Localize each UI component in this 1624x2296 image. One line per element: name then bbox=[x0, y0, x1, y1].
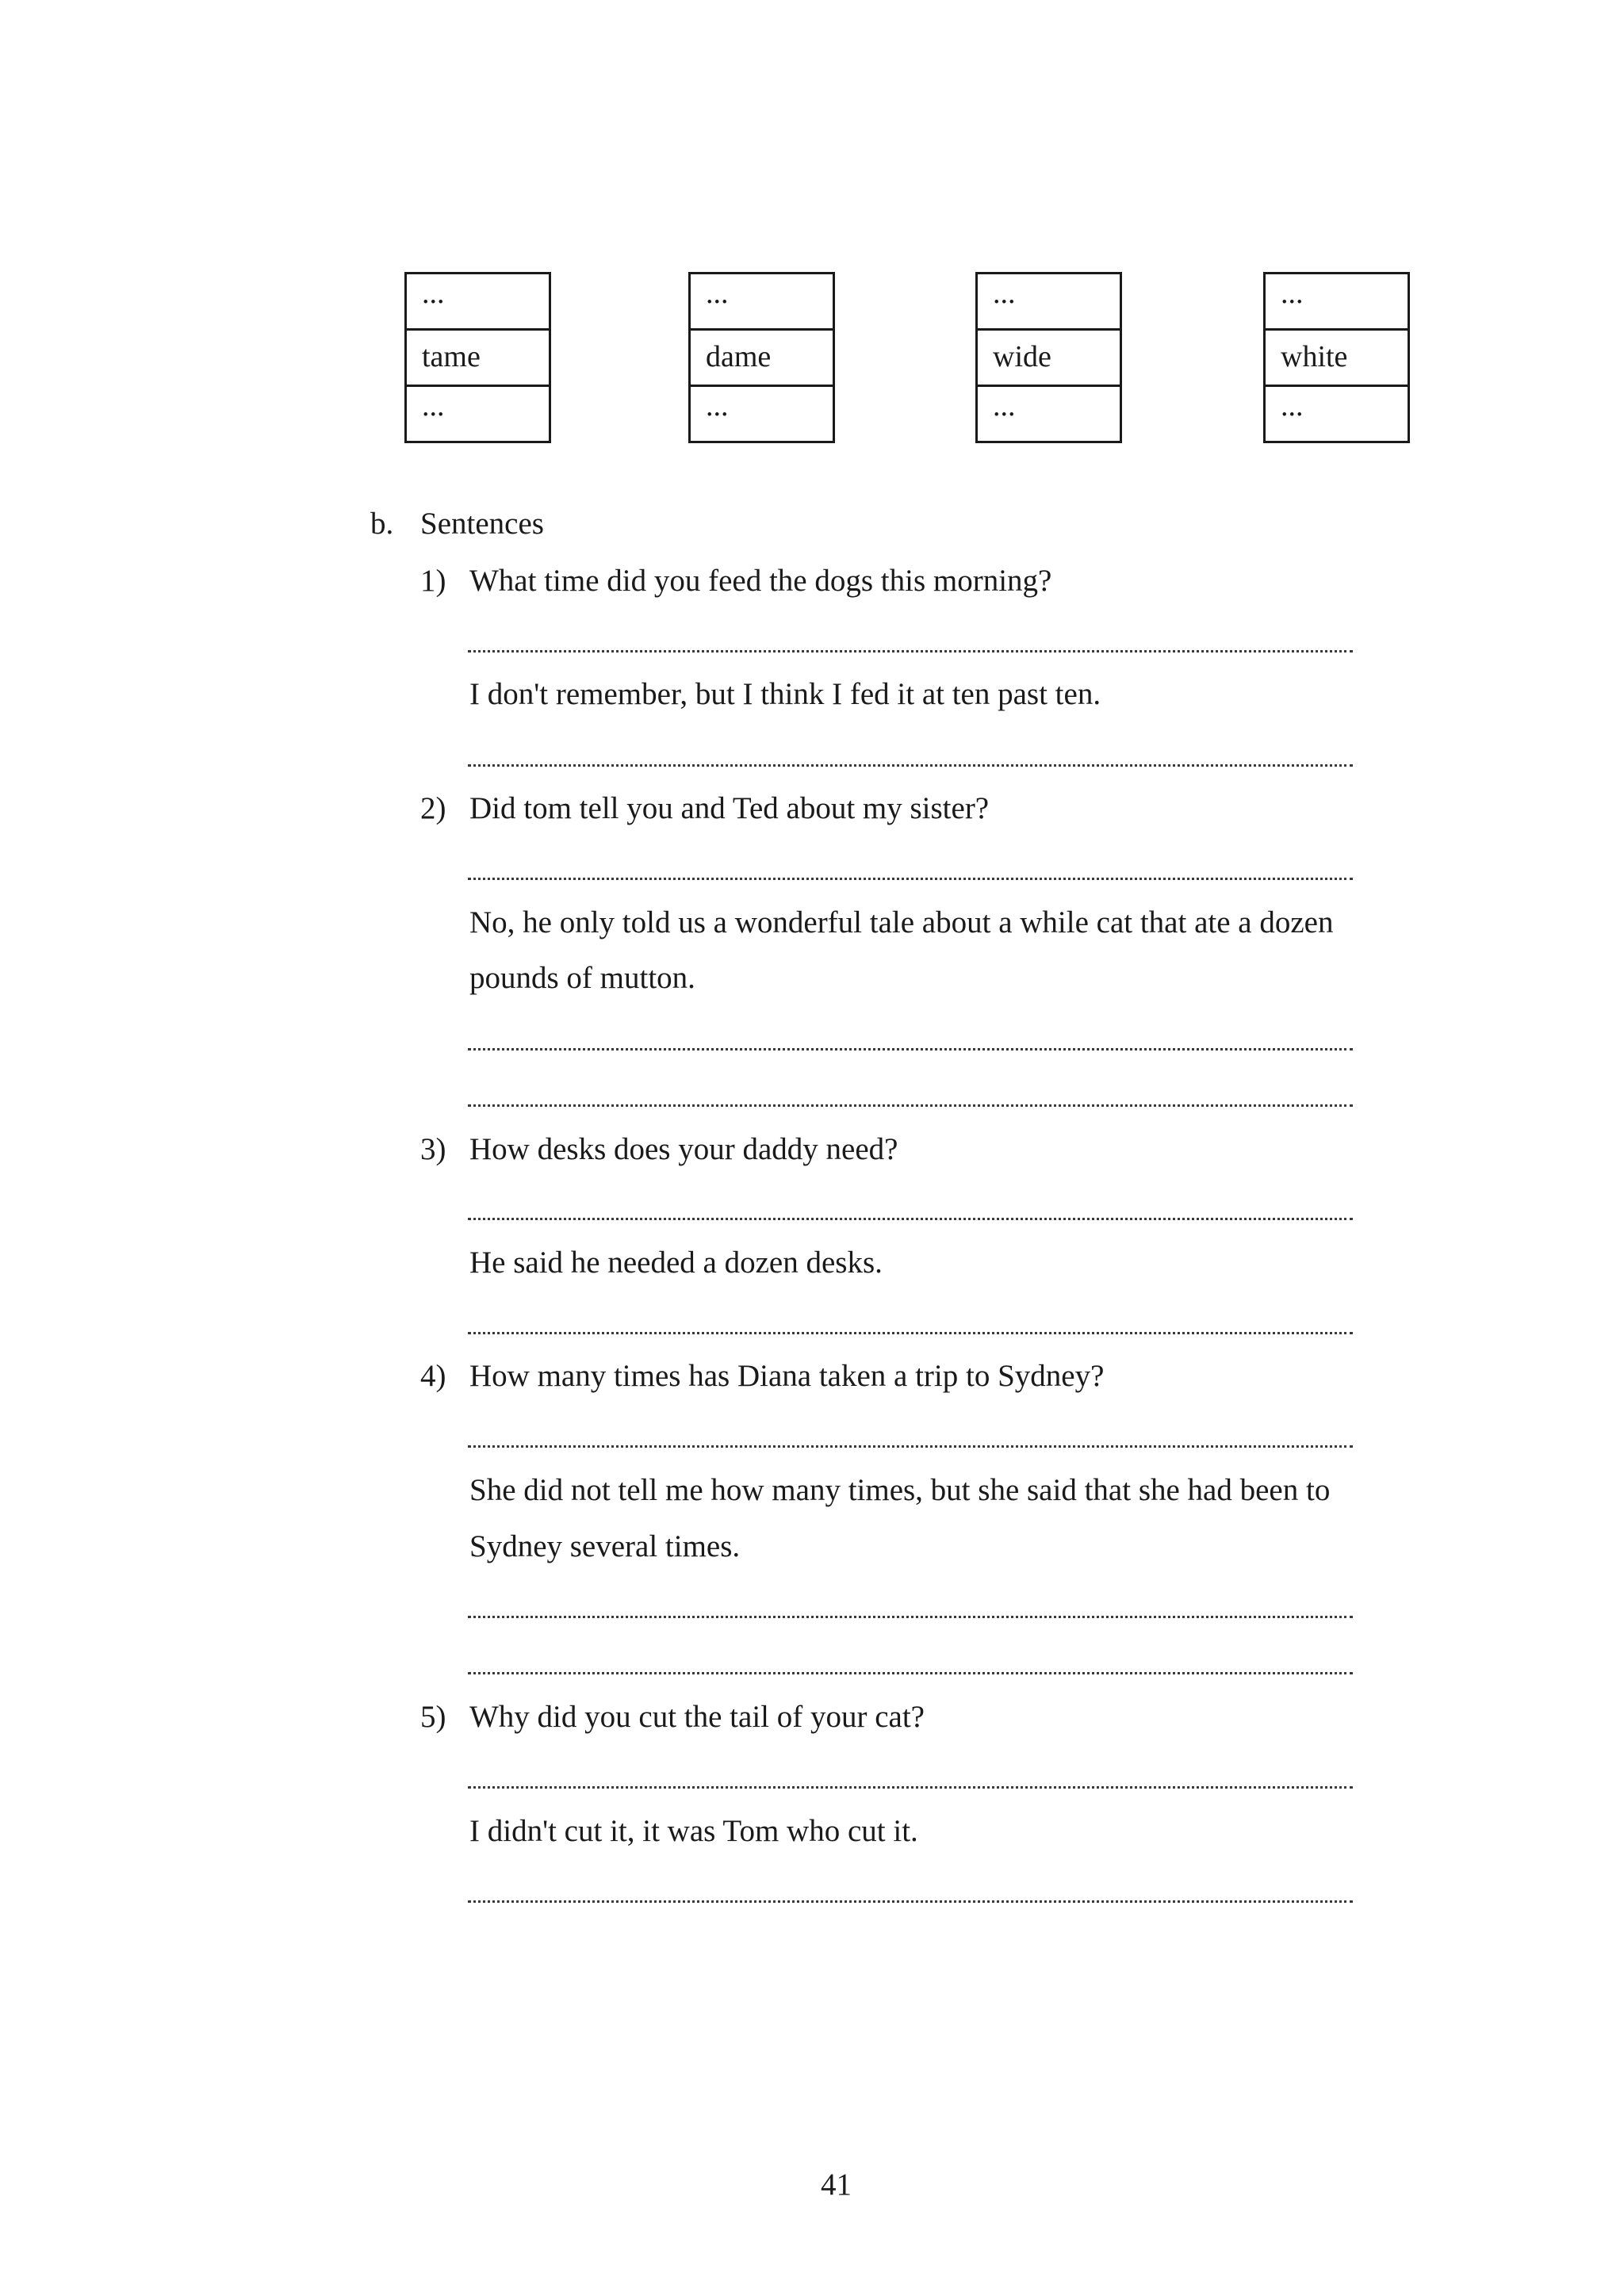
item-number: 5) bbox=[420, 1700, 446, 1734]
item-answer-line: I didn't cut it, it was Tom who cut it. bbox=[469, 1814, 918, 1848]
word-box-middle-cell: dame bbox=[691, 331, 833, 387]
item-number: 1) bbox=[420, 564, 446, 598]
word-box-top-cell: ... bbox=[978, 274, 1120, 331]
item-question: Did tom tell you and Ted about my sister? bbox=[469, 791, 990, 825]
word-box-bottom-cell: ... bbox=[1281, 389, 1304, 423]
section-marker: b. bbox=[370, 507, 394, 541]
word-box-dame bbox=[688, 272, 835, 443]
answer-blank-line[interactable] bbox=[468, 1616, 1353, 1618]
word-box-middle-cell: white bbox=[1266, 331, 1408, 387]
word-box-bottom-cell: ... bbox=[993, 389, 1016, 423]
word-box-top-cell: ... bbox=[1266, 274, 1408, 331]
item-answer-line: pounds of mutton. bbox=[469, 961, 695, 995]
item-question: How many times has Diana taken a trip to Sydney? bbox=[469, 1359, 1105, 1393]
word-box-bottom-cell: ... bbox=[422, 389, 445, 423]
answer-blank-line[interactable] bbox=[468, 1786, 1353, 1789]
word-box-middle-cell: wide bbox=[978, 331, 1120, 387]
answer-blank-line[interactable] bbox=[468, 764, 1353, 767]
word-box-tame bbox=[404, 272, 551, 443]
item-answer-line: No, he only told us a wonderful tale about a while cat that ate a dozen bbox=[469, 905, 1334, 939]
word-box-wide bbox=[975, 272, 1122, 443]
word-box-bottom-cell: ... bbox=[706, 389, 729, 423]
answer-blank-line[interactable] bbox=[468, 1900, 1353, 1903]
answer-blank-line[interactable] bbox=[468, 1104, 1353, 1107]
item-answer-line: She did not tell me how many times, but she said that she had been to bbox=[469, 1473, 1331, 1507]
item-number: 2) bbox=[420, 791, 446, 825]
answer-blank-line[interactable] bbox=[468, 878, 1353, 880]
item-answer-line: I don't remember, but I think I fed it at ten past ten. bbox=[469, 677, 1101, 711]
item-question: Why did you cut the tail of your cat? bbox=[469, 1700, 925, 1734]
answer-blank-line[interactable] bbox=[468, 1218, 1353, 1220]
answer-blank-line[interactable] bbox=[468, 1332, 1353, 1334]
answer-blank-line[interactable] bbox=[468, 1445, 1353, 1448]
item-question: How desks does your daddy need? bbox=[469, 1132, 898, 1166]
item-answer-line: He said he needed a dozen desks. bbox=[469, 1246, 883, 1280]
answer-blank-line[interactable] bbox=[468, 1048, 1353, 1050]
answer-blank-line[interactable] bbox=[468, 1672, 1353, 1674]
word-box-top-cell: ... bbox=[691, 274, 833, 331]
page-number: 41 bbox=[821, 2168, 852, 2202]
item-number: 4) bbox=[420, 1359, 446, 1393]
item-number: 3) bbox=[420, 1132, 446, 1166]
word-box-white bbox=[1263, 272, 1410, 443]
section-title: Sentences bbox=[420, 507, 544, 541]
word-box-top-cell: ... bbox=[407, 274, 549, 331]
word-box-middle-cell: tame bbox=[407, 331, 549, 387]
item-question: What time did you feed the dogs this morning? bbox=[469, 564, 1052, 598]
answer-blank-line[interactable] bbox=[468, 650, 1353, 652]
item-answer-line: Sydney several times. bbox=[469, 1529, 741, 1563]
